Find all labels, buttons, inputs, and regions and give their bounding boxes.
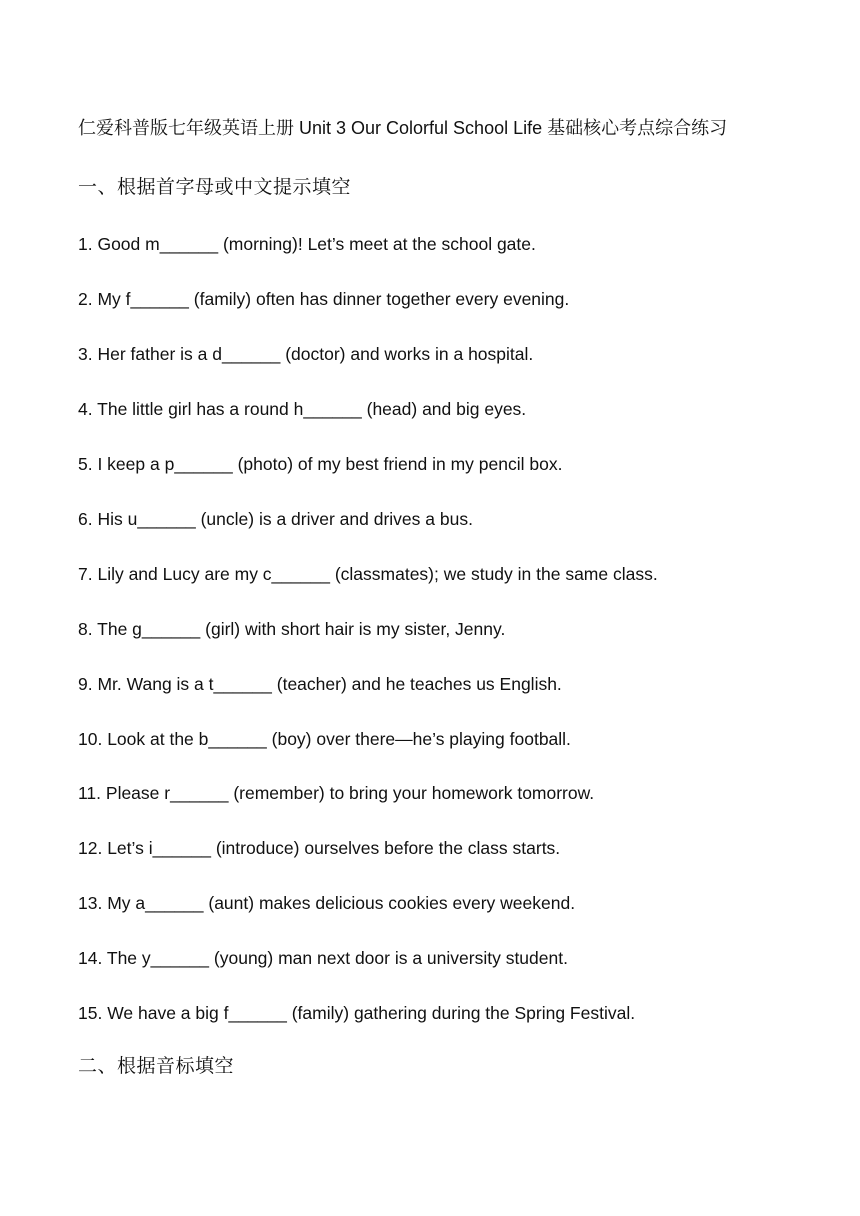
question-item: 7. Lily and Lucy are my c______ (classmates); we study in the same class. (78, 564, 658, 584)
question-item: 12. Let’s i______ (introduce) ourselves before the class starts. (78, 838, 561, 858)
question-item: 1. Good m______ (morning)! Let’s meet at the school gate. (78, 234, 536, 254)
section-heading: 二、根据音标填空 (78, 1056, 235, 1077)
question-item: 3. Her father is a d______ (doctor) and works in a hospital. (78, 344, 534, 364)
question-item: 8. The g______ (girl) with short hair is my sister, Jenny. (78, 619, 506, 639)
document-title: 仁爱科普版七年级英语上册 Unit 3 Our Colorful School Life 基础核心考点综合练习 (78, 118, 728, 138)
question-item: 6. His u______ (uncle) is a driver and drives a bus. (78, 509, 473, 529)
section-heading: 一、根据首字母或中文提示填空 (78, 177, 352, 198)
question-item: 9. Mr. Wang is a t______ (teacher) and he teaches us English. (78, 674, 562, 694)
question-item: 2. My f______ (family) often has dinner together every evening. (78, 289, 570, 309)
question-item: 4. The little girl has a round h______ (head) and big eyes. (78, 399, 527, 419)
question-item: 10. Look at the b______ (boy) over there—he’s playing football. (78, 729, 571, 749)
question-item: 13. My a______ (aunt) makes delicious cookies every weekend. (78, 893, 576, 913)
question-item: 14. The y______ (young) man next door is a university student. (78, 948, 568, 968)
question-item: 5. I keep a p______ (photo) of my best friend in my pencil box. (78, 454, 563, 474)
question-item: 15. We have a big f______ (family) gathering during the Spring Festival. (78, 1003, 636, 1023)
question-item: 11. Please r______ (remember) to bring your homework tomorrow. (78, 783, 595, 803)
